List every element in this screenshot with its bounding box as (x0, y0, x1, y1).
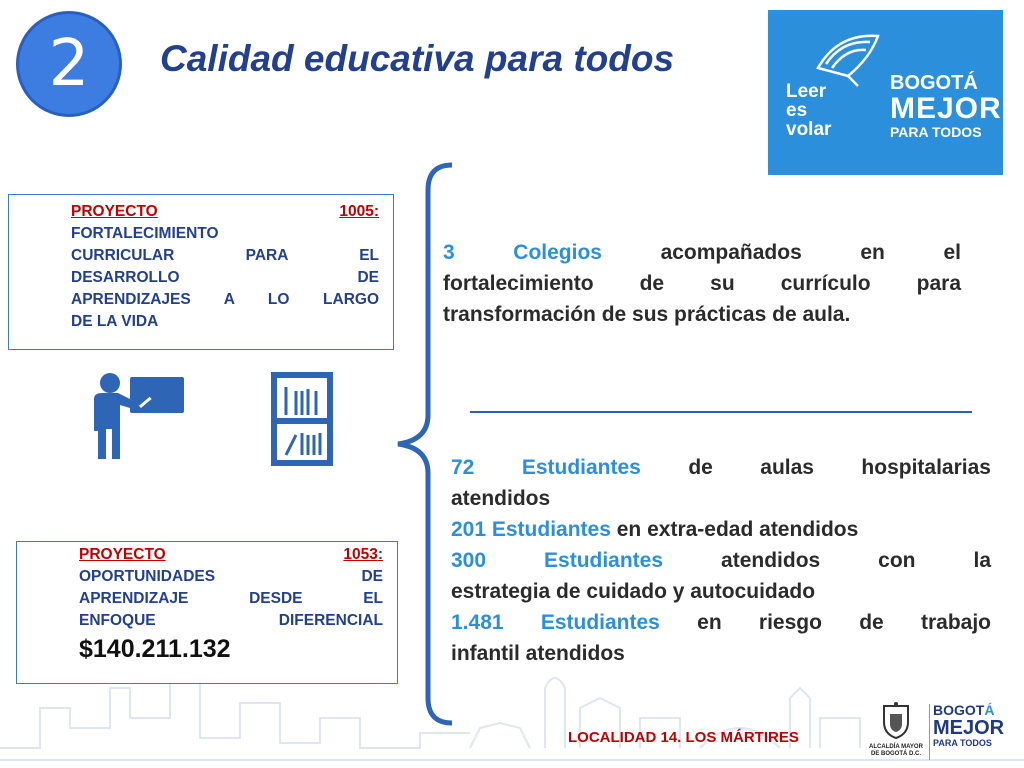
coat-of-arms-icon (876, 700, 916, 740)
footer-separator (929, 704, 930, 760)
project-1053-line: OPORTUNIDADES DE (79, 568, 383, 585)
alcaldia-line2: DE BOGOTÁ D.C. (870, 751, 921, 757)
project-code (343, 544, 383, 566)
results-highlight: 1.481 Estudiantes (451, 611, 660, 634)
result-item-line (451, 452, 991, 483)
results-highlight: 300 Estudiantes (451, 549, 664, 572)
section-divider (470, 411, 972, 413)
teacher-board-icon (88, 371, 188, 461)
logo-leer-line3: volar (786, 119, 832, 140)
logo-leer-line1: Leer (786, 81, 827, 102)
project-1053-heading (79, 544, 383, 566)
alcaldia-line1: ALCALDÍA MAYOR (869, 744, 923, 750)
result-item-line: estrategia de cuidado y autocuidado (451, 580, 816, 603)
project-1005-box (8, 194, 394, 350)
project-label: PROYECTO (71, 203, 158, 220)
footer-bogota-line2: MEJOR (933, 717, 1005, 739)
results-highlight: 201 Estudiantes (451, 518, 611, 541)
results-text: en extra-edad atendidos (616, 518, 859, 541)
leer-es-volar-logo (768, 10, 1003, 175)
results-colegios-line: fortalecimiento de su currículo para (443, 272, 961, 295)
results-colegios (443, 237, 961, 330)
page-title: Calidad educativa para todos (160, 38, 675, 79)
logo-bogota-line2: MEJOR (890, 92, 1002, 125)
project-code: 1005: (339, 203, 379, 220)
kite-book-icon (808, 28, 888, 88)
locality-label: LOCALIDAD 14. LOS MÁRTIRES (568, 729, 799, 746)
project-1053-amount: $140.211.132 (79, 635, 231, 663)
logo-bogota-line1: BOGOTÁ (890, 72, 978, 94)
logo-bogota-line3: PARA TODOS (890, 124, 982, 140)
project-code-suffix: : (377, 546, 383, 563)
result-item-line: atendidos (451, 487, 551, 510)
project-label: PROYECTO (79, 546, 166, 563)
results-highlight: 3 Colegios (443, 241, 602, 264)
footer-bogota-text: BOGOT (933, 702, 985, 718)
results-text: atendidos con la (721, 549, 991, 572)
project-code-number: 1053 (343, 546, 378, 563)
project-1005-line: APRENDIZAJES A LO LARGO (71, 291, 379, 308)
bogota-mejor-footer-logo (933, 703, 1004, 748)
project-1005-line: CURRICULAR PARA EL (71, 247, 379, 264)
result-item-line (451, 607, 991, 638)
project-1005-line: FORTALECIMIENTO (71, 225, 219, 242)
alcaldia-logo (868, 700, 924, 758)
result-item-line: infantil atendidos (451, 642, 625, 665)
project-1053-line: ENFOQUE DIFERENCIAL (79, 612, 383, 629)
project-1005-line: DE LA VIDA (71, 313, 159, 330)
bookshelf-icon (270, 371, 334, 467)
results-highlight: 72 Estudiantes (451, 456, 641, 479)
logo-leer-line2: es (786, 100, 808, 121)
result-item-line (451, 514, 991, 545)
results-colegios-line: transformación de sus prácticas de aula. (443, 303, 851, 326)
results-text: de aulas hospitalarias (688, 456, 991, 479)
results-estudiantes (451, 452, 991, 669)
footer-bogota-line3: PARA TODOS (933, 738, 992, 748)
slide-number-badge: 2 (16, 11, 122, 117)
project-1053-box (16, 541, 398, 684)
results-colegios-line (443, 237, 961, 268)
results-text: acompañados en el (660, 241, 961, 264)
project-1053-line: APRENDIZAJE DESDE EL (79, 590, 383, 607)
results-text: en riesgo de trabajo (697, 611, 991, 634)
result-item-line (451, 545, 991, 576)
footer-bogota-accent: Á (984, 702, 995, 718)
project-1005-line: DESARROLLO DE (71, 269, 379, 286)
project-1005-heading (71, 201, 379, 223)
